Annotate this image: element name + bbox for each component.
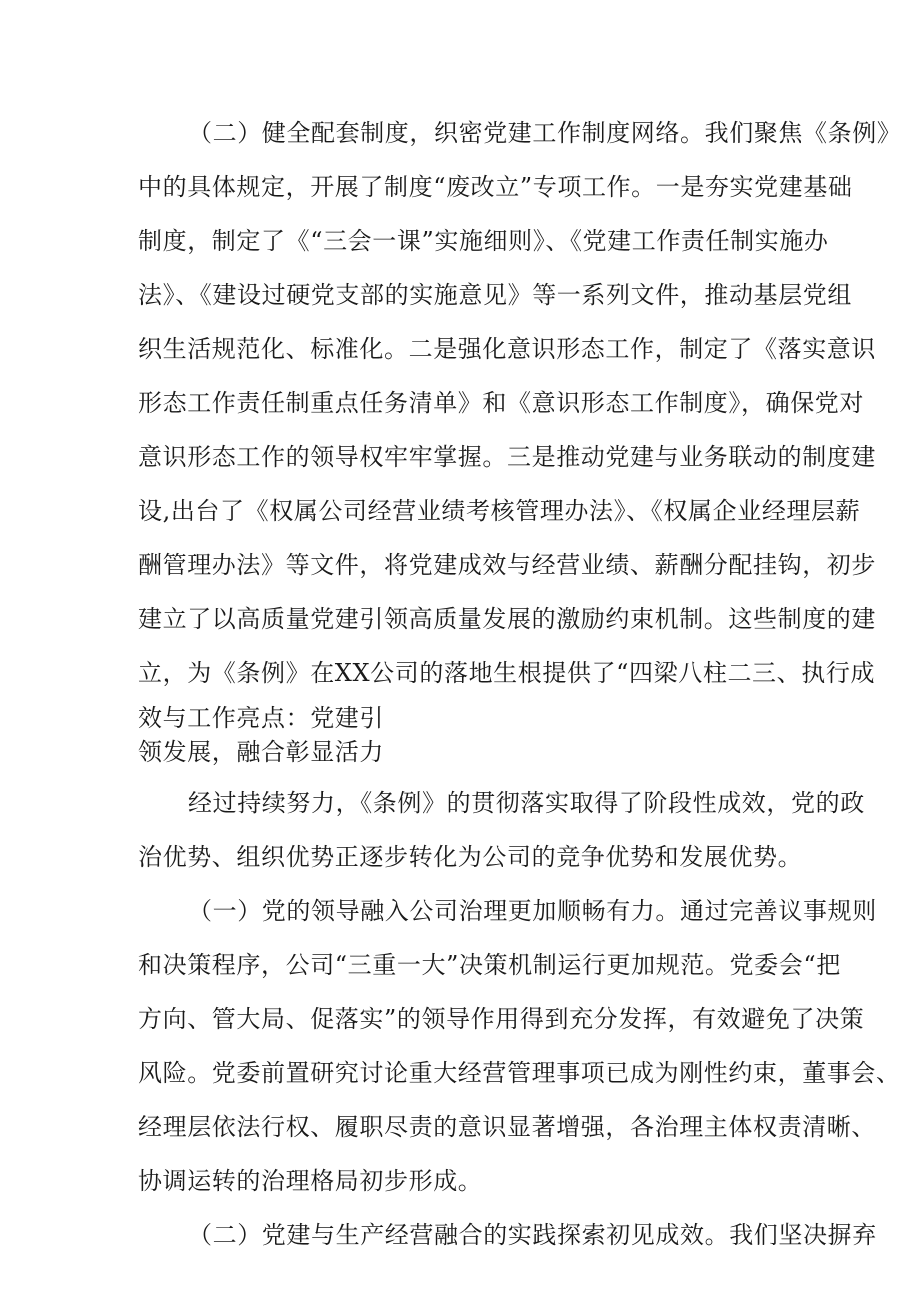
text-line: 建立了以高质量党建引领高质量发展的激励约束机制。这些制度的建: [138, 605, 876, 633]
text-line: 和决策程序，公司“三重一大”决策机制运行更加规范。党委会“把: [138, 951, 841, 979]
text-line: 织生活规范化、标准化。二是强化意识形态工作，制定了《落实意识: [138, 335, 876, 363]
text-line: 治优势、组织优势正逐步转化为公司的竞争优势和发展优势。: [138, 843, 803, 871]
text-line: 制度，制定了《“三会一课”实施细则》、《党建工作责任制实施办: [138, 227, 829, 255]
text-line: （二）健全配套制度，织密党建工作制度网络。我们聚焦《条例》: [188, 119, 902, 147]
text-line: 设,出台了《权属公司经营业绩考核管理办法》、《权属企业经理层薪: [138, 497, 861, 525]
text-line: 法》、《建设过硬党支部的实施意见》等一系列文件，推动基层党组: [138, 281, 852, 309]
text-line: 领发展，融合彰显活力: [138, 738, 384, 766]
text-line: （一）党的领导融入公司治理更加顺畅有力。通过完善议事规则: [188, 897, 877, 925]
text-line: 经过持续努力，《条例》的贯彻落实取得了阶段性成效，党的政: [188, 789, 865, 817]
text-line: 效与工作亮点：党建引: [138, 704, 384, 732]
text-line: 立，为《条例》在XX公司的落地生根提供了“四梁八柱二三、执行成: [138, 659, 876, 687]
text-line: 酬管理办法》等文件，将党建成效与经营业绩、薪酬分配挂钩，初步: [138, 551, 876, 579]
text-line: 经理层依法行权、履职尽责的意识显著增强，各治理主体权责清晰、: [138, 1113, 876, 1141]
text-line: 意识形态工作的领导权牢牢掌握。三是推动党建与业务联动的制度建: [138, 443, 876, 471]
text-line: 中的具体规定，开展了制度“废改立”专项工作。一是夯实党建基础: [138, 173, 853, 201]
text-line: （二）党建与生产经营融合的实践探索初见成效。我们坚决摒弃: [188, 1221, 877, 1249]
text-line: 风险。党委前置研究讨论重大经营管理事项已成为刚性约束，董事会、: [138, 1059, 901, 1087]
text-line: 形态工作责任制重点任务清单》和《意识形态工作制度》，确保党对: [138, 389, 864, 417]
text-line: 方向、管大局、促落实”的领导作用得到充分发挥，有效避免了决策: [138, 1005, 865, 1033]
text-line: 协调运转的治理格局初步形成。: [138, 1167, 483, 1195]
